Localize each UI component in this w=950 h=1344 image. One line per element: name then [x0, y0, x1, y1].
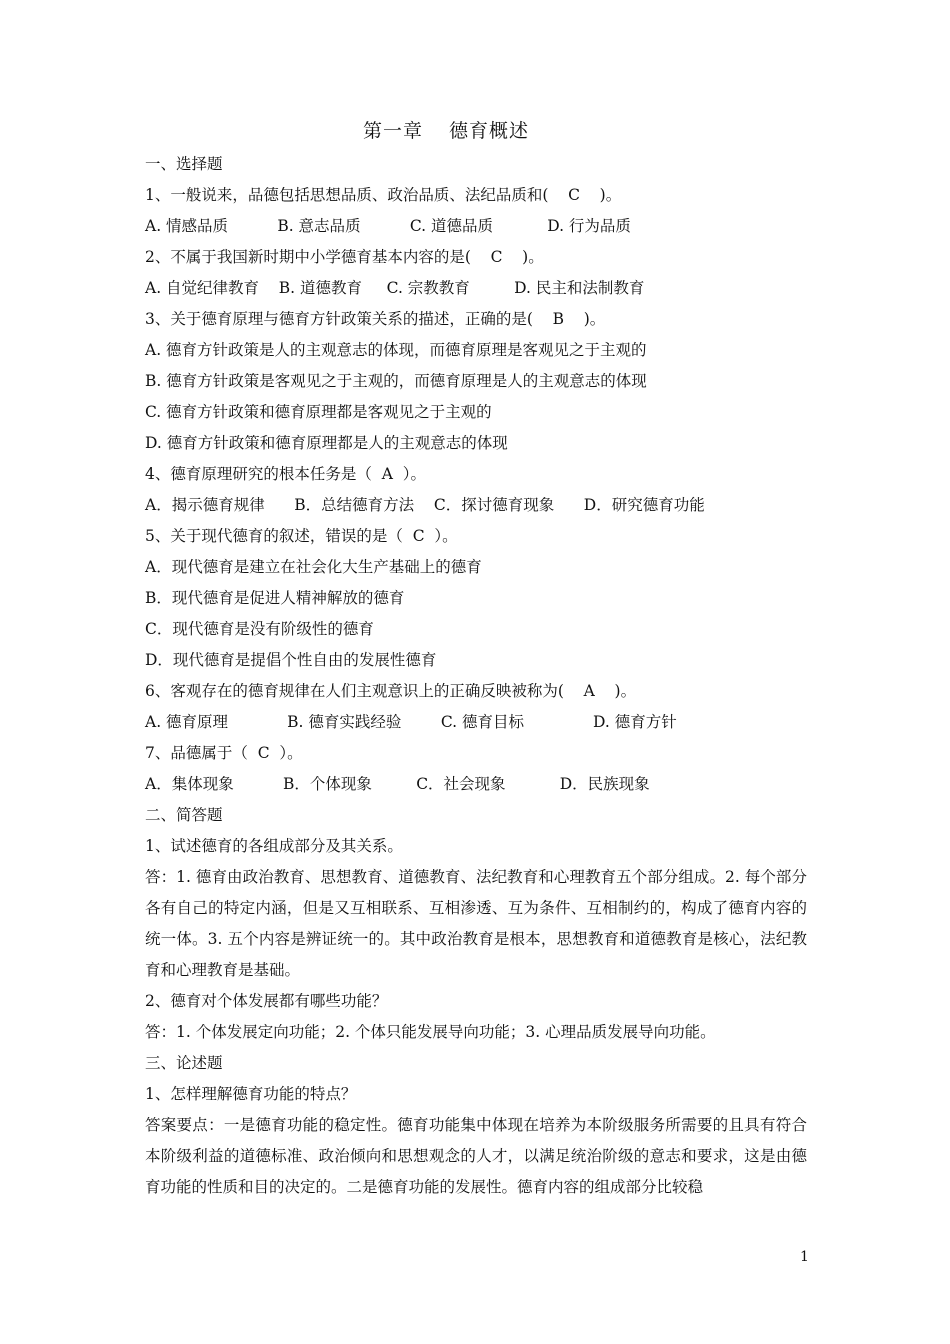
option-3d: D. 德育方针政策和德育原理都是人的主观意志的体现	[145, 434, 508, 452]
essay-answer-1: 答案要点：一是德育功能的稳定性。德育功能集中体现在培养为本阶级服务所需要的且具有符合本阶级利益的道德标准、政治倾向和思想观念的人才，以满足统治阶级的意志和要求，这是由德育功能的性质和目的决定的。二是德育功能的发展性。德育内容的组成部分比较稳	[145, 1116, 807, 1196]
essay-question-1: 1、怎样理解德育功能的特点？	[145, 1085, 357, 1103]
question-4: 4、德育原理研究的根本任务是（ A ）。	[145, 465, 427, 483]
section-heading-short-answer: 二、简答题	[145, 806, 223, 824]
question-7: 7、品德属于（ C ）。	[145, 744, 303, 762]
options-6: A. 德育原理 B. 德育实践经验 C. 德育目标 D. 德育方针	[145, 713, 677, 731]
question-1: 1、一般说来，品德包括思想品质、政治品质、法纪品质和( C )。	[145, 186, 622, 204]
option-5d: D．现代德育是提倡个性自由的发展性德育	[145, 651, 437, 669]
section-heading-choice: 一、选择题	[145, 155, 223, 173]
option-5c: C．现代德育是没有阶级性的德育	[145, 620, 374, 638]
question-5: 5、关于现代德育的叙述，错误的是（ C ）。	[145, 527, 458, 545]
page-number: 1	[800, 1249, 809, 1265]
question-6: 6、客观存在的德育规律在人们主观意识上的正确反映被称为( A )。	[145, 682, 637, 700]
options-2: A. 自觉纪律教育 B. 道德教育 C. 宗教教育 D. 民主和法制教育	[145, 279, 645, 297]
section-heading-essay: 三、论述题	[145, 1054, 223, 1072]
options-7: A．集体现象 B．个体现象 C．社会现象 D．民族现象	[145, 775, 650, 793]
option-3a: A. 德育方针政策是人的主观意志的体现，而德育原理是客观见之于主观的	[145, 341, 647, 359]
chapter-title	[0, 116, 892, 143]
question-2: 2、不属于我国新时期中小学德育基本内容的是( C )。	[145, 248, 544, 266]
option-3c: C. 德育方针政策和德育原理都是客观见之于主观的	[145, 403, 492, 421]
chapter-number: 第一章	[362, 120, 423, 142]
short-question-1: 1、试述德育的各组成部分及其关系。	[145, 837, 403, 855]
question-3: 3、关于德育原理与德育方针政策关系的描述，正确的是( B )。	[145, 310, 606, 328]
document-body	[145, 149, 807, 1203]
options-1: A. 情感品质 B. 意志品质 C. 道德品质 D. 行为品质	[145, 217, 631, 235]
options-4: A．揭示德育规律 B．总结德育方法 C．探讨德育现象 D．研究德育功能	[145, 496, 705, 514]
short-answer-1: 答：1. 德育由政治教育、思想教育、道德教育、法纪教育和心理教育五个部分组成。2. 每个部分各有自己的特定内涵，但是又互相联系、互相渗透、互为条件、互相制约的，构成了德育内容的统一体。3. 五个内容是辨证统一的。其中政治教育是根本，思想教育和道德教育是核心，法纪教育和心理教育是基础。	[145, 868, 807, 979]
option-3b: B. 德育方针政策是客观见之于主观的，而德育原理是人的主观意志的体现	[145, 372, 647, 390]
option-5b: B．现代德育是促进人精神解放的德育	[145, 589, 405, 607]
short-question-2: 2、德育对个体发展都有哪些功能？	[145, 992, 388, 1010]
option-5a: A．现代德育是建立在社会化大生产基础上的德育	[145, 558, 482, 576]
chapter-name: 德育概述	[449, 120, 530, 142]
short-answer-2: 答：1. 个体发展定向功能；2. 个体只能发展导向功能；3. 心理品质发展导向功能。	[145, 1023, 716, 1041]
